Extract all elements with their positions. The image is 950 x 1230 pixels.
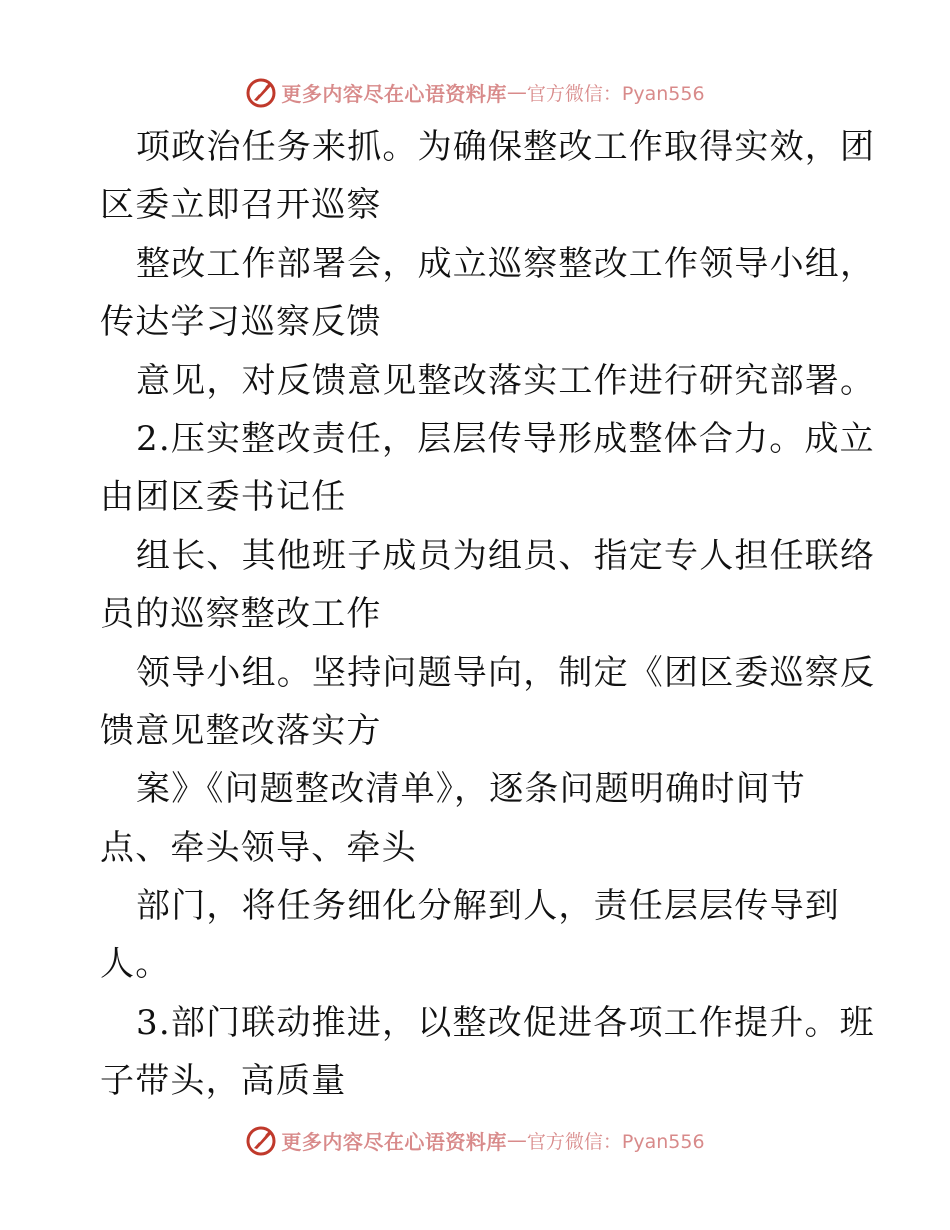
body-line: 馈意见整改落实方 <box>100 710 382 751</box>
body-line: 整改工作部署会，成立巡察整改工作领导小组， <box>136 243 876 284</box>
body-line: 案》《问题整改清单》，逐条问题明确时间节 <box>136 769 806 810</box>
body-line: 由团区委书记任 <box>100 477 347 518</box>
header-contact-text: 官方微信：Pyan556 <box>526 82 705 105</box>
header-promo-text: 更多内容尽在心语资料库 <box>281 81 507 106</box>
document-body <box>100 118 876 1111</box>
body-line: 子带头，高质量 <box>100 1061 347 1102</box>
body-line: 区委立即召开巡察 <box>100 185 382 226</box>
header-separator: — <box>506 80 527 104</box>
body-line: 2.压实整改责任，层层传导形成整体合力。成立 <box>136 418 875 459</box>
body-line: 点、牵头领导、牵头 <box>100 827 417 868</box>
feather-logo-icon <box>245 1124 277 1156</box>
feather-logo-icon <box>245 76 277 108</box>
footer-banner <box>0 1120 950 1160</box>
body-line: 3.部门联动推进，以整改促进各项工作提升。班 <box>136 1002 875 1043</box>
footer-contact-text: 官方微信：Pyan556 <box>526 1130 705 1153</box>
header-banner <box>0 72 950 112</box>
body-line: 员的巡察整改工作 <box>100 594 382 635</box>
body-line: 传达学习巡察反馈 <box>100 302 382 343</box>
body-line: 领导小组。坚持问题导向，制定《团区委巡察反 <box>136 652 876 693</box>
body-line: 项政治任务来抓。为确保整改工作取得实效，团 <box>136 127 876 167</box>
body-line: 部门，将任务细化分解到人，责任层层传导到 <box>136 886 840 927</box>
footer-promo-text: 更多内容尽在心语资料库 <box>281 1129 507 1154</box>
body-line: 人。 <box>100 944 171 985</box>
footer-separator: — <box>506 1128 527 1152</box>
body-line: 组长、其他班子成员为组员、指定专人担任联络 <box>136 535 876 576</box>
body-line: 意见，对反馈意见整改落实工作进行研究部署。 <box>136 360 876 401</box>
